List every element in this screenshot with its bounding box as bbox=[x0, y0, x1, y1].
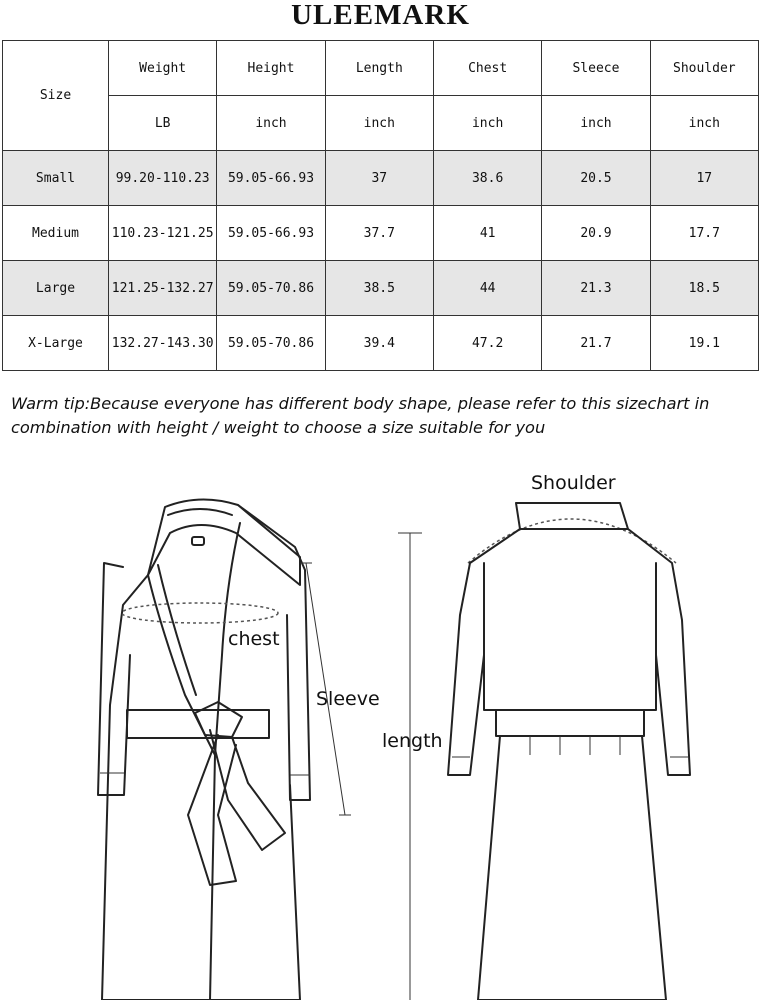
table-cell: 110.23-121.25 bbox=[109, 206, 217, 261]
unit-cell: inch bbox=[433, 96, 541, 151]
table-row bbox=[3, 206, 759, 261]
chest-label: chest bbox=[228, 628, 280, 650]
table-cell: 99.20-110.23 bbox=[109, 151, 217, 206]
table-cell: 39.4 bbox=[325, 316, 433, 371]
table-cell: 121.25-132.27 bbox=[109, 261, 217, 316]
size-cell: Medium bbox=[3, 206, 109, 261]
sleeve-label: Sleeve bbox=[316, 688, 380, 710]
table-cell: 37.7 bbox=[325, 206, 433, 261]
table-cell: 44 bbox=[433, 261, 541, 316]
unit-cell: inch bbox=[325, 96, 433, 151]
column-header: Weight bbox=[109, 41, 217, 96]
table-cell: 21.7 bbox=[542, 316, 650, 371]
table-cell: 59.05-66.93 bbox=[217, 151, 325, 206]
table-row bbox=[3, 316, 759, 371]
unit-cell: inch bbox=[650, 96, 758, 151]
length-label: length bbox=[382, 730, 443, 752]
table-cell: 21.3 bbox=[542, 261, 650, 316]
table-cell: 132.27-143.30 bbox=[109, 316, 217, 371]
size-header: Size bbox=[3, 41, 109, 151]
table-cell: 17.7 bbox=[650, 206, 758, 261]
table-cell: 59.05-70.86 bbox=[217, 261, 325, 316]
unit-cell: LB bbox=[109, 96, 217, 151]
shoulder-label: Shoulder bbox=[531, 472, 616, 494]
back-robe-illustration bbox=[448, 503, 690, 1000]
column-header: Sleece bbox=[542, 41, 650, 96]
unit-cell: inch bbox=[217, 96, 325, 151]
size-cell: Small bbox=[3, 151, 109, 206]
table-cell: 38.5 bbox=[325, 261, 433, 316]
column-header: Height bbox=[217, 41, 325, 96]
table-cell: 59.05-66.93 bbox=[217, 206, 325, 261]
brand-title: ULEEMARK bbox=[291, 0, 470, 31]
table-cell: 19.1 bbox=[650, 316, 758, 371]
table-cell: 38.6 bbox=[433, 151, 541, 206]
unit-cell: inch bbox=[542, 96, 650, 151]
table-cell: 17 bbox=[650, 151, 758, 206]
table-row bbox=[3, 261, 759, 316]
table-cell: 41 bbox=[433, 206, 541, 261]
table-cell: 47.2 bbox=[433, 316, 541, 371]
size-cell: Large bbox=[3, 261, 109, 316]
column-header: Chest bbox=[433, 41, 541, 96]
warm-tip-text: Warm tip:Because everyone has different body shape, please refer to this sizechart in combination with height / weight to choose a size suitable for you bbox=[11, 394, 710, 437]
robe-measurement-diagram bbox=[0, 455, 761, 1000]
size-chart-table bbox=[2, 40, 759, 371]
size-cell: X-Large bbox=[3, 316, 109, 371]
table-cell: 18.5 bbox=[650, 261, 758, 316]
table-row bbox=[3, 151, 759, 206]
table-cell: 20.9 bbox=[542, 206, 650, 261]
table-cell: 20.5 bbox=[542, 151, 650, 206]
front-robe-illustration bbox=[98, 499, 351, 1000]
table-header-row bbox=[3, 41, 759, 96]
column-header: Length bbox=[325, 41, 433, 96]
table-unit-row bbox=[3, 96, 759, 151]
column-header: Shoulder bbox=[650, 41, 758, 96]
table-cell: 59.05-70.86 bbox=[217, 316, 325, 371]
table-cell: 37 bbox=[325, 151, 433, 206]
